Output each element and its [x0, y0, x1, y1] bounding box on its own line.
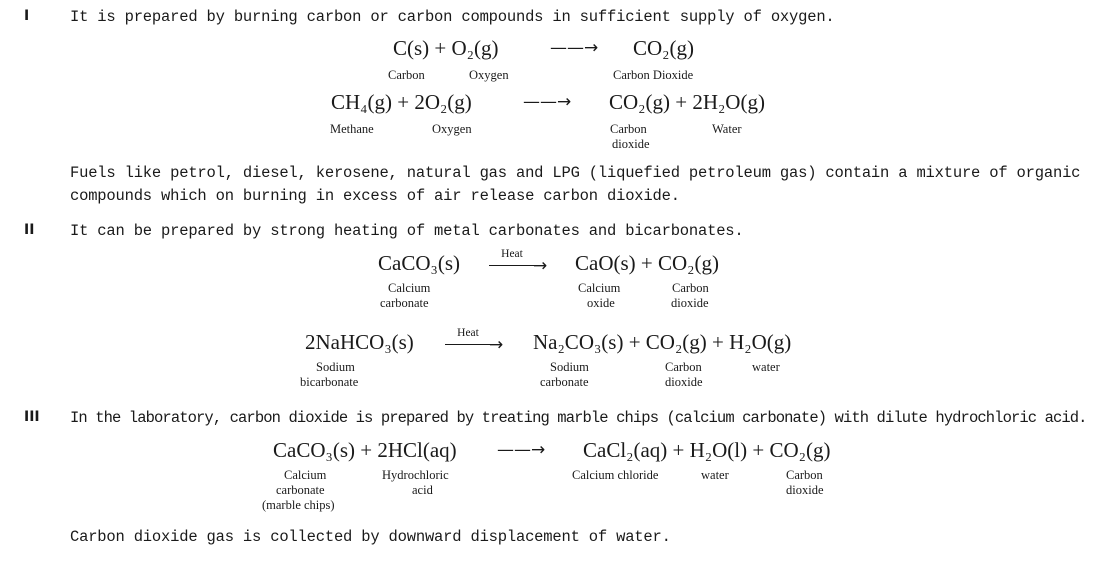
- label-carbon: Carbon: [665, 360, 702, 374]
- section2-intro: It can be prepared by strong heating of metal carbonates and bicarbonates.: [70, 222, 744, 240]
- label-oxide: oxide: [587, 296, 615, 310]
- bullet-2: II: [24, 222, 35, 238]
- equation-nahco3-heating-rhs: Na₂CO₃(s) + CO₂(g) + H₂O(g): [533, 330, 792, 354]
- arrow-line: [489, 265, 535, 266]
- equation-lab-preparation-lhs: CaCO₃(s) + 2HCl(aq): [273, 438, 457, 462]
- label-carbon: Carbon: [672, 281, 709, 295]
- label-carbon: Carbon: [610, 122, 647, 136]
- equation-carbon-combustion-lhs: C(s) + O₂(g): [393, 36, 499, 60]
- heat-arrow: [489, 248, 548, 276]
- arrow-head-icon: →: [533, 256, 548, 276]
- equation-caco3-heating-rhs: CaO(s) + CO₂(g): [575, 251, 719, 275]
- fuels-paragraph-line1: Fuels like petrol, diesel, kerosene, natural gas and LPG (liquefied petroleum gas) contain a mixture of organic: [70, 164, 1081, 182]
- bullet-1: I: [24, 8, 30, 24]
- equation-nahco3-heating-lhs: 2NaHCO₃(s): [305, 330, 414, 354]
- reaction-arrow: ——→: [550, 38, 599, 58]
- equation-methane-combustion-lhs: CH₄(g) + 2O₂(g): [331, 90, 472, 114]
- closing-sentence: Carbon dioxide gas is collected by downward displacement of water.: [70, 528, 671, 546]
- label-sodium: Sodium: [550, 360, 589, 374]
- label-oxygen: Oxygen: [469, 68, 509, 82]
- reaction-arrow: ——→: [523, 92, 572, 112]
- label-water: Water: [712, 122, 742, 136]
- bullet-3: III: [24, 409, 40, 425]
- equation-caco3-heating-lhs: CaCO₃(s): [378, 251, 460, 275]
- label-dioxide: dioxide: [665, 375, 703, 389]
- label-methane: Methane: [330, 122, 374, 136]
- label-carbon: Carbon: [388, 68, 425, 82]
- arrow-head-icon: →: [489, 335, 504, 355]
- fuels-paragraph-line2: compounds which on burning in excess of air release carbon dioxide.: [70, 187, 680, 205]
- label-marble-chips: (marble chips): [262, 498, 335, 512]
- label-water: water: [752, 360, 780, 374]
- equation-lab-preparation-rhs: CaCl₂(aq) + H₂O(l) + CO₂(g): [583, 438, 831, 462]
- label-dioxide: dioxide: [786, 483, 824, 497]
- equation-methane-combustion-rhs: CO₂(g) + 2H₂O(g): [609, 90, 765, 114]
- label-calcium: Calcium: [388, 281, 431, 295]
- label-carbonate: carbonate: [380, 296, 429, 310]
- heat-arrow: [445, 327, 504, 355]
- section1-intro: It is prepared by burning carbon or carbon compounds in sufficient supply of oxygen.: [70, 8, 835, 26]
- label-acid: acid: [412, 483, 433, 497]
- label-hydrochloric: Hydrochloric: [382, 468, 449, 482]
- label-calcium: Calcium: [284, 468, 327, 482]
- label-dioxide: dioxide: [671, 296, 709, 310]
- equation-carbon-combustion-rhs: CO₂(g): [633, 36, 694, 60]
- reaction-arrow: ——→: [497, 440, 546, 460]
- label-sodium: Sodium: [316, 360, 355, 374]
- heat-label: Heat: [501, 248, 523, 260]
- label-carbonate: carbonate: [540, 375, 589, 389]
- label-bicarbonate: bicarbonate: [300, 375, 359, 389]
- label-dioxide: dioxide: [612, 137, 650, 151]
- section3-intro: In the laboratory, carbon dioxide is prepared by treating marble chips (calcium carbonate) with dilute hydrochloric acid.: [70, 409, 1087, 427]
- label-calcium: Calcium: [578, 281, 621, 295]
- label-oxygen: Oxygen: [432, 122, 472, 136]
- label-calcium-chloride: Calcium chloride: [572, 468, 659, 482]
- label-carbon: Carbon: [786, 468, 823, 482]
- heat-label: Heat: [457, 327, 479, 339]
- label-carbonate: carbonate: [276, 483, 325, 497]
- label-water: water: [701, 468, 729, 482]
- arrow-line: [445, 344, 491, 345]
- label-carbon-dioxide: Carbon Dioxide: [613, 68, 694, 82]
